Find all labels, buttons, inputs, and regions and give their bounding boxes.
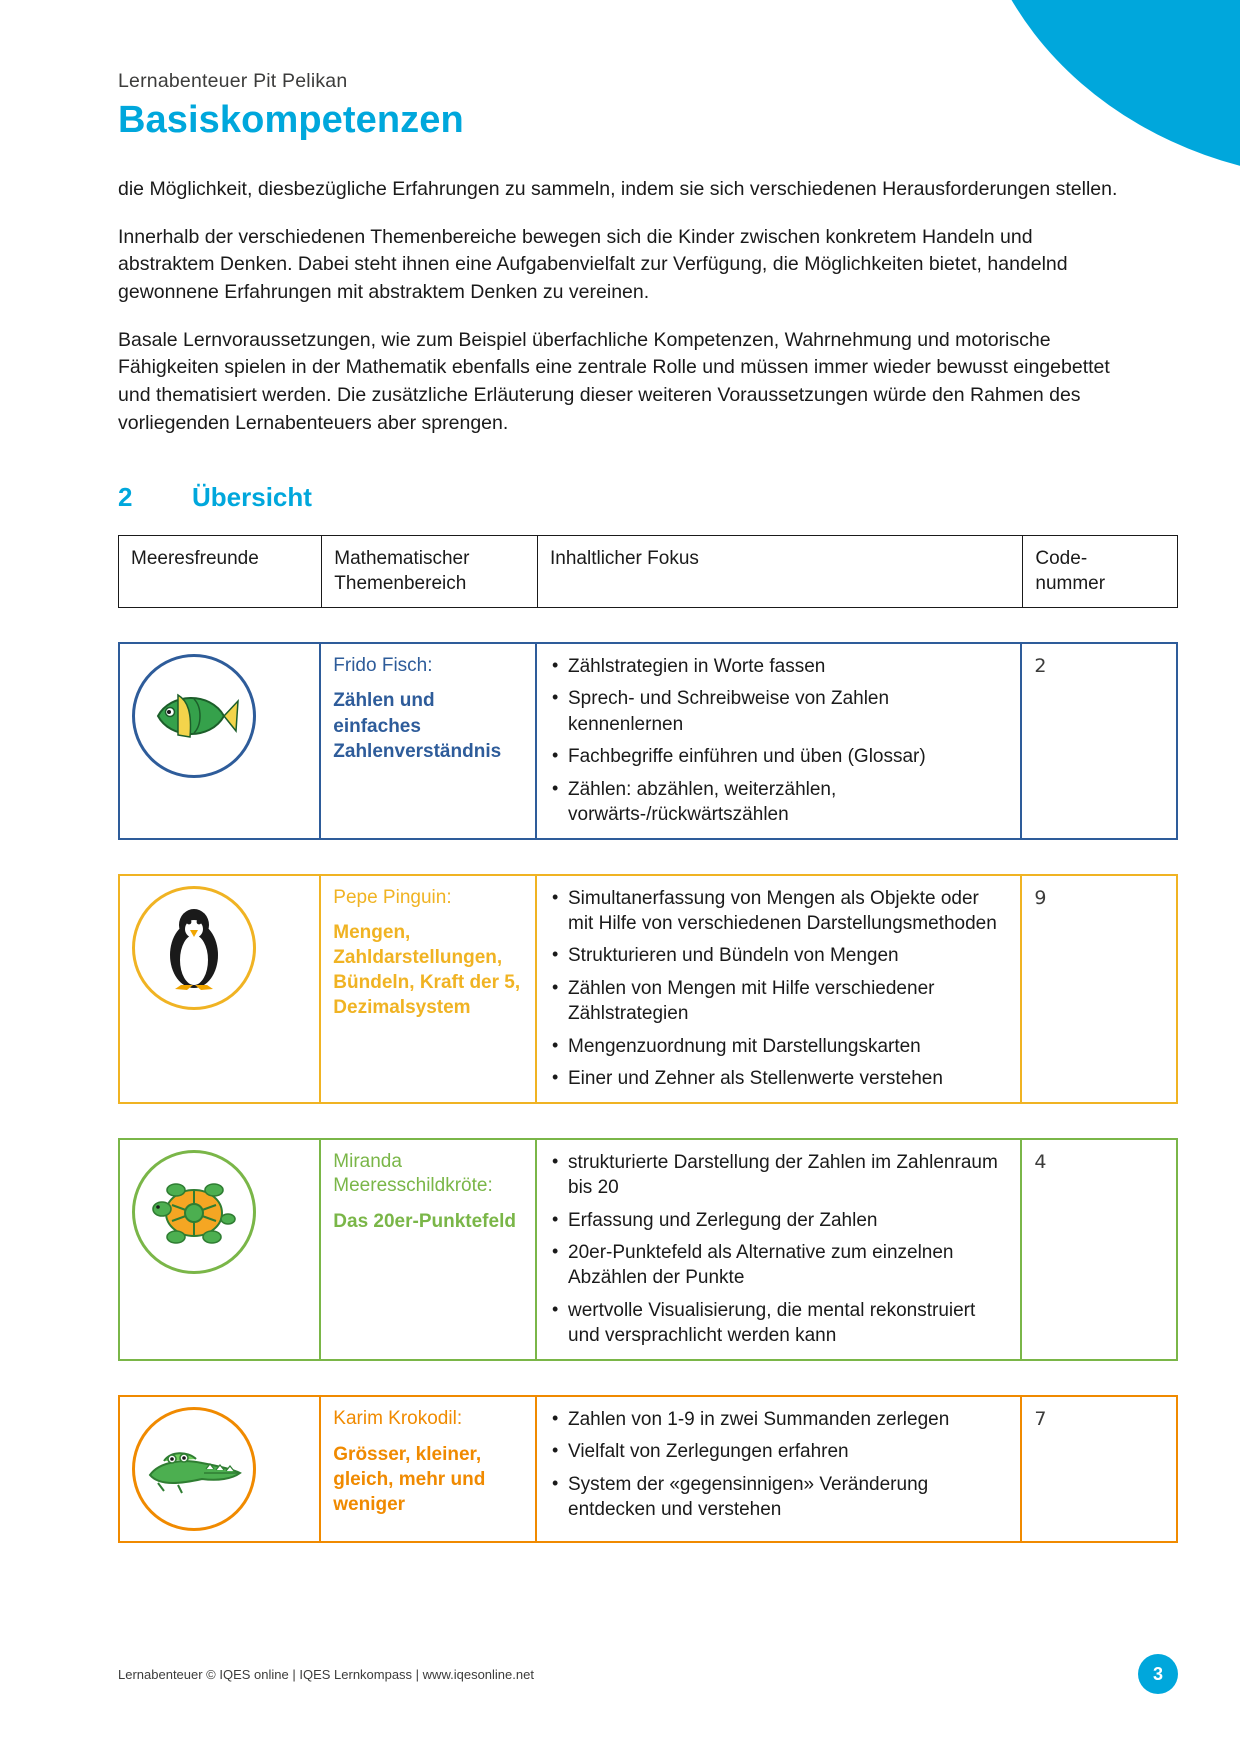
focus-cell [537, 1138, 1022, 1361]
topic-title: Grösser, kleiner, gleich, mehr und weniger [333, 1443, 486, 1515]
turtle-icon [132, 1150, 256, 1274]
crocodile-icon [132, 1407, 256, 1531]
focus-item: • Sprech- und Schreibweise von Zahlen kennenlernen [568, 686, 1008, 737]
focus-item: • Simultanerfassung von Mengen als Objekte oder mit Hilfe von verschiedenen Darstellungsmethoden [568, 886, 1008, 937]
fish-icon [132, 654, 256, 778]
intro-paragraph-3: Basale Lernvoraussetzungen, wie zum Beispiel überfachliche Kompetenzen, Wahrnehmung und motorische Fähigkeiten spielen in der Mathematik ebenfalls eine zentrale Rolle und müssen immer wieder bewusst eingebettet und thematisiert werden. Die zusätzliche Erläuterung dieser weiteren Voraussetzungen würde den Rahmen des vorliegenden Lernabenteuers aber sprengen. [118, 328, 1110, 434]
table-header-row [118, 535, 1178, 608]
topic-title: Das 20er-Punktefeld [333, 1211, 516, 1233]
focus-item: • Strukturieren und Bündeln von Mengen [568, 943, 1008, 968]
page-number-badge: 3 [1138, 1654, 1178, 1694]
section-heading [118, 482, 1178, 513]
character-image-cell [118, 874, 321, 1104]
intro-paragraph-1: die Möglichkeit, diesbezügliche Erfahrungen zu sammeln, indem sie sich verschiedenen Herausforderungen stellen. [118, 178, 1118, 200]
focus-item: • Zählen: abzählen, weiterzählen, vorwärts-/rückwärtszählen [568, 777, 1008, 828]
page-footer [118, 1654, 1178, 1694]
focus-cell [537, 1395, 1022, 1543]
column-header-codenummer: Code- nummer [1022, 535, 1178, 608]
topic-title: Zählen und einfaches Zahlenverständnis [333, 690, 502, 762]
overview-table [118, 535, 1178, 1543]
code-number: 7 [1022, 1395, 1178, 1543]
focus-cell [537, 874, 1022, 1104]
focus-item: • Zahlen von 1-9 in zwei Summanden zerlegen [568, 1407, 1008, 1432]
focus-item: • System der «gegensinnigen» Veränderung entdecken und verstehen [568, 1472, 1008, 1523]
character-name: Frido Fisch: [333, 654, 433, 676]
character-name: Karim Krokodil: [333, 1407, 463, 1429]
topic-cell [321, 1138, 537, 1361]
focus-item: • Zählstrategien in Worte fassen [568, 654, 1008, 679]
character-image-cell [118, 1395, 321, 1543]
column-header-meeresfreunde: Meeresfreunde [118, 535, 321, 608]
topic-cell [321, 874, 537, 1104]
code-number: 4 [1022, 1138, 1178, 1361]
focus-item: • Zählen von Mengen mit Hilfe verschiedener Zählstrategien [568, 976, 1008, 1027]
code-number: 9 [1022, 874, 1178, 1104]
page-title: Basiskompetenzen [118, 99, 464, 141]
focus-item: • Vielfalt von Zerlegungen erfahren [568, 1439, 1008, 1464]
character-name: Miranda Meeresschildkröte: [333, 1150, 493, 1197]
footer-copyright: Lernabenteuer © IQES online | IQES Lernkompass | www.iqesonline.net [118, 1666, 534, 1682]
focus-item: • Einer und Zehner als Stellenwerte verstehen [568, 1066, 1008, 1091]
topic-cell [321, 1395, 537, 1543]
section-title: Übersicht [192, 481, 312, 512]
focus-item: • strukturierte Darstellung der Zahlen im Zahlenraum bis 20 [568, 1150, 1008, 1201]
focus-item: • wertvolle Visualisierung, die mental rekonstruiert und versprachlicht werden kann [568, 1298, 1008, 1349]
focus-item: • Mengenzuordnung mit Darstellungskarten [568, 1034, 1008, 1059]
penguin-icon [132, 886, 256, 1010]
character-image-cell [118, 1138, 321, 1361]
page-content [118, 70, 1178, 1543]
character-name: Pepe Pinguin: [333, 886, 452, 908]
section-number: 2 [118, 481, 133, 512]
topic-cell [321, 642, 537, 840]
column-header-themenbereich: Mathematischer Themenbereich [321, 535, 537, 608]
table-row [118, 1395, 1178, 1543]
table-row [118, 874, 1178, 1104]
intro-paragraph-2: Innerhalb der verschiedenen Themenbereiche bewegen sich die Kinder zwischen konkretem Handeln und abstraktem Denken. Dabei steht ihnen eine Aufgabenvielfalt zur Verfügung, die Möglichkeiten bietet, handelnd gewonnene Erfahrungen mit abstraktem Denken zu vereinen. [118, 225, 1068, 304]
code-number: 2 [1022, 642, 1178, 840]
character-image-cell [118, 642, 321, 840]
focus-cell [537, 642, 1022, 840]
topic-title: Mengen, Zahldarstellungen, Bündeln, Kraft der 5, Dezimalsystem [333, 922, 521, 1019]
focus-item: • 20er-Punktefeld als Alternative zum einzelnen Abzählen der Punkte [568, 1240, 1008, 1291]
focus-item: • Erfassung und Zerlegung der Zahlen [568, 1208, 1008, 1233]
document-eyebrow: Lernabenteuer Pit Pelikan [118, 70, 348, 92]
table-row [118, 1138, 1178, 1361]
focus-item: • Fachbegriffe einführen und üben (Glossar) [568, 744, 1008, 769]
column-header-fokus: Inhaltlicher Fokus [537, 535, 1022, 608]
table-row [118, 642, 1178, 840]
